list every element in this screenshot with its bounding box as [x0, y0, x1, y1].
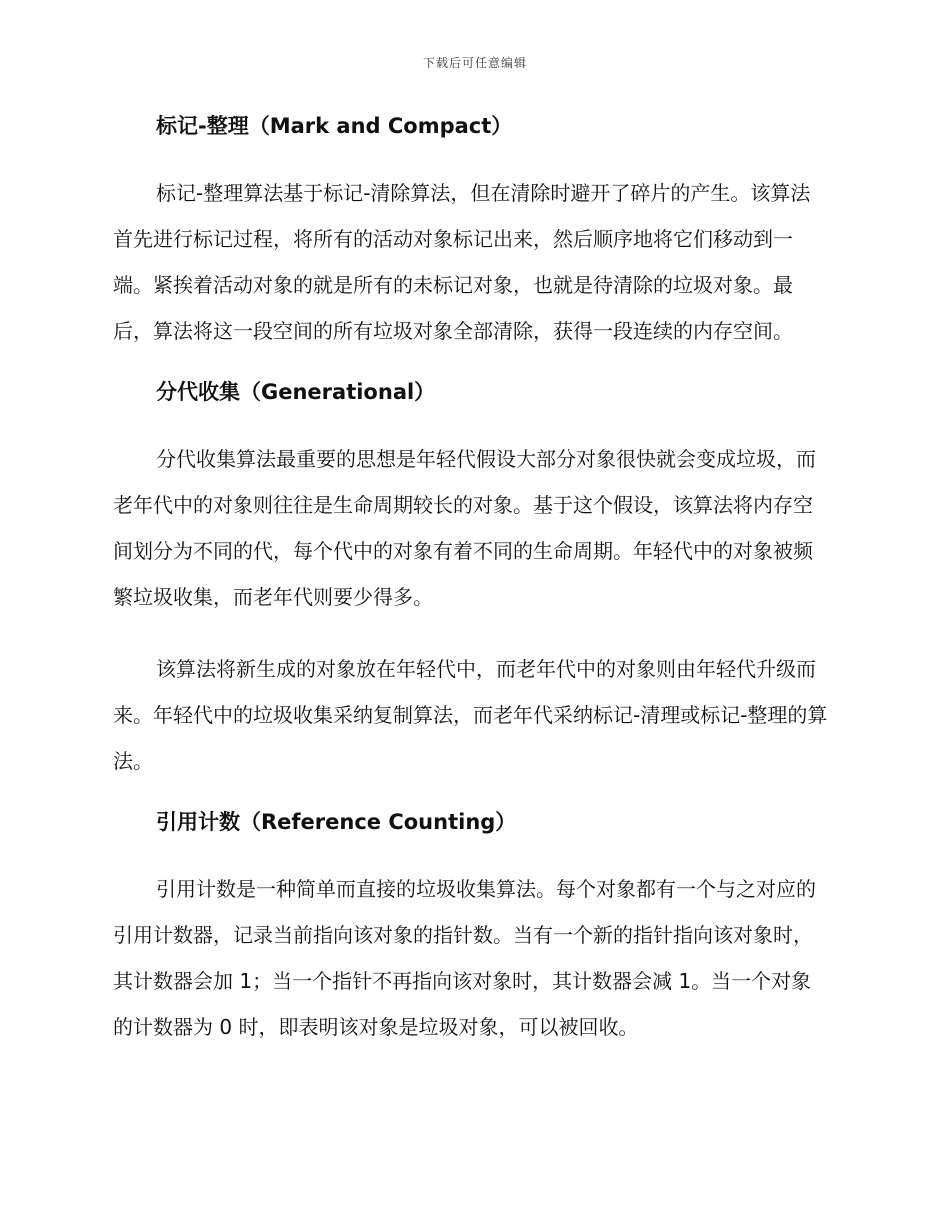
- section-heading-reference-counting: 引用计数（Reference Counting）: [156, 810, 517, 834]
- document-body: [113, 110, 830, 1050]
- section-heading-mark-compact: 标记-整理（Mark and Compact）: [156, 114, 513, 138]
- page-header: 下载后可任意编辑: [422, 56, 527, 70]
- paragraph-reference-counting: 引用计数是一种简单而直接的垃圾收集算法。每个对象都有一个与之对应的引用计数器，记录当前指向该对象的指针数。当有一个新的指针指向该对象时，其计数器会加 1；当一个指针不再指向该对象时，其计数器会减 1。当一个对象的计数器为 0 时，即表明该对象是垃圾对象，可以被回收。: [113, 877, 816, 1039]
- paragraph-generational-2: 该算法将新生成的对象放在年轻代中，而老年代中的对象则由年轻代升级而来。年轻代中的垃圾收集采纳复制算法，而老年代采纳标记-清理或标记-整理的算法。: [113, 657, 828, 773]
- paragraph-mark-compact: 标记-整理算法基于标记-清除算法，但在清除时避开了碎片的产生。该算法首先进行标记过程，将所有的活动对象标记出来，然后顺序地将它们移动到一端。紧挨着活动对象的就是所有的未标记对象，也就是待清除的垃圾对象。最后，算法将这一段空间的所有垃圾对象全部清除，获得一段连续的内存空间。: [113, 181, 811, 343]
- section-heading-generational: 分代收集（Generational）: [156, 380, 436, 404]
- paragraph-generational-1: 分代收集算法最重要的思想是年轻代假设大部分对象很快就会变成垃圾，而老年代中的对象则往往是生命周期较长的对象。基于这个假设，该算法将内存空间划分为不同的代，每个代中的对象有着不同的生命周期。年轻代中的对象被频繁垃圾收集，而老年代则要少得多。: [113, 447, 816, 609]
